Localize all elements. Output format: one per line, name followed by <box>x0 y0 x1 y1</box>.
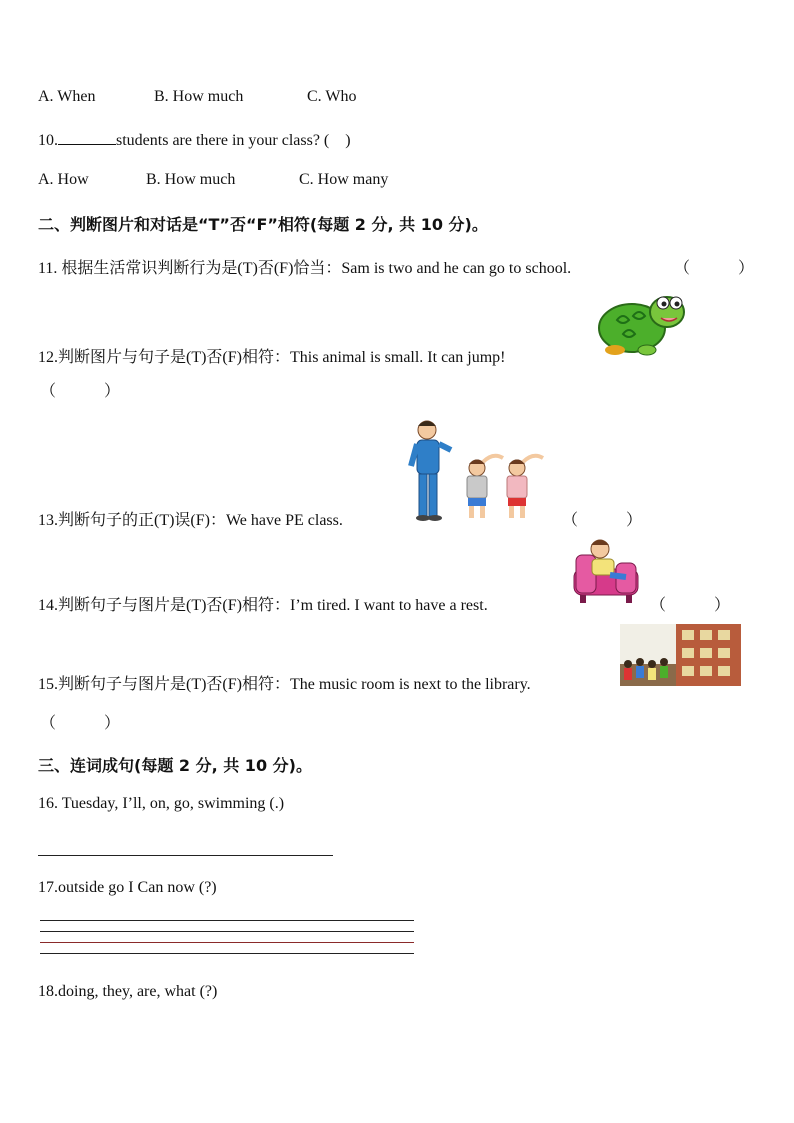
resting-sofa-picture <box>570 535 642 607</box>
q10-option-b: B. How much <box>146 171 236 188</box>
q10-options <box>38 171 388 189</box>
q13-answer-paren[interactable]: （ ） <box>562 512 643 529</box>
q14-answer-paren[interactable]: （ ） <box>650 597 731 614</box>
q10-text: students are there in your class? ( <box>116 132 330 149</box>
q9-option-a: A. When <box>38 88 96 105</box>
q17-answer-line-2[interactable] <box>40 931 414 932</box>
q12-answer-paren[interactable]: （ ） <box>40 383 121 400</box>
q10-number: 10. <box>38 132 58 149</box>
q11-question: 11. 根据生活常识判断行为是(T)否(F)恰当：Sam is two and he can go to school. <box>38 260 572 277</box>
q18-question: 18.doing, they, are, what (?) <box>38 983 218 1000</box>
q9-options <box>38 88 356 106</box>
q16-answer-line[interactable] <box>38 855 333 856</box>
q9-option-b: B. How much <box>154 88 244 105</box>
q17-answer-line-1[interactable] <box>40 920 414 921</box>
school-building-picture <box>620 624 741 686</box>
q17-question: 17.outside go I Can now (?) <box>38 879 217 896</box>
turtle-picture <box>597 290 689 358</box>
pe-class-picture <box>407 418 550 524</box>
q13-question: 13.判断句子的正(T)误(F)：We have PE class. <box>38 512 343 529</box>
q17-answer-line-4[interactable] <box>40 953 414 954</box>
section2-heading: 二、判断图片和对话是“T”否“F”相符(每题 2 分, 共 10 分)。 <box>38 215 488 234</box>
q17-answer-line-3[interactable] <box>40 942 414 943</box>
q11-answer-paren[interactable]: （ ） <box>674 260 755 277</box>
q10-close-paren: ) <box>345 132 351 149</box>
section3-heading: 三、连词成句(每题 2 分, 共 10 分)。 <box>38 756 312 775</box>
q9-option-c: C. Who <box>307 88 357 105</box>
q10-question <box>38 130 351 150</box>
q16-question: 16. Tuesday, I’ll, on, go, swimming (.) <box>38 795 285 812</box>
q10-option-c: C. How many <box>299 171 389 188</box>
q10-blank[interactable] <box>58 130 116 145</box>
q15-answer-paren[interactable]: （ ） <box>40 715 121 732</box>
q14-question: 14.判断句子与图片是(T)否(F)相符：I’m tired. I want to have a rest. <box>38 597 488 614</box>
q10-option-a: A. How <box>38 171 89 188</box>
q15-question: 15.判断句子与图片是(T)否(F)相符：The music room is next to the library. <box>38 676 531 693</box>
q12-question: 12.判断图片与句子是(T)否(F)相符：This animal is small. It can jump! <box>38 349 506 366</box>
